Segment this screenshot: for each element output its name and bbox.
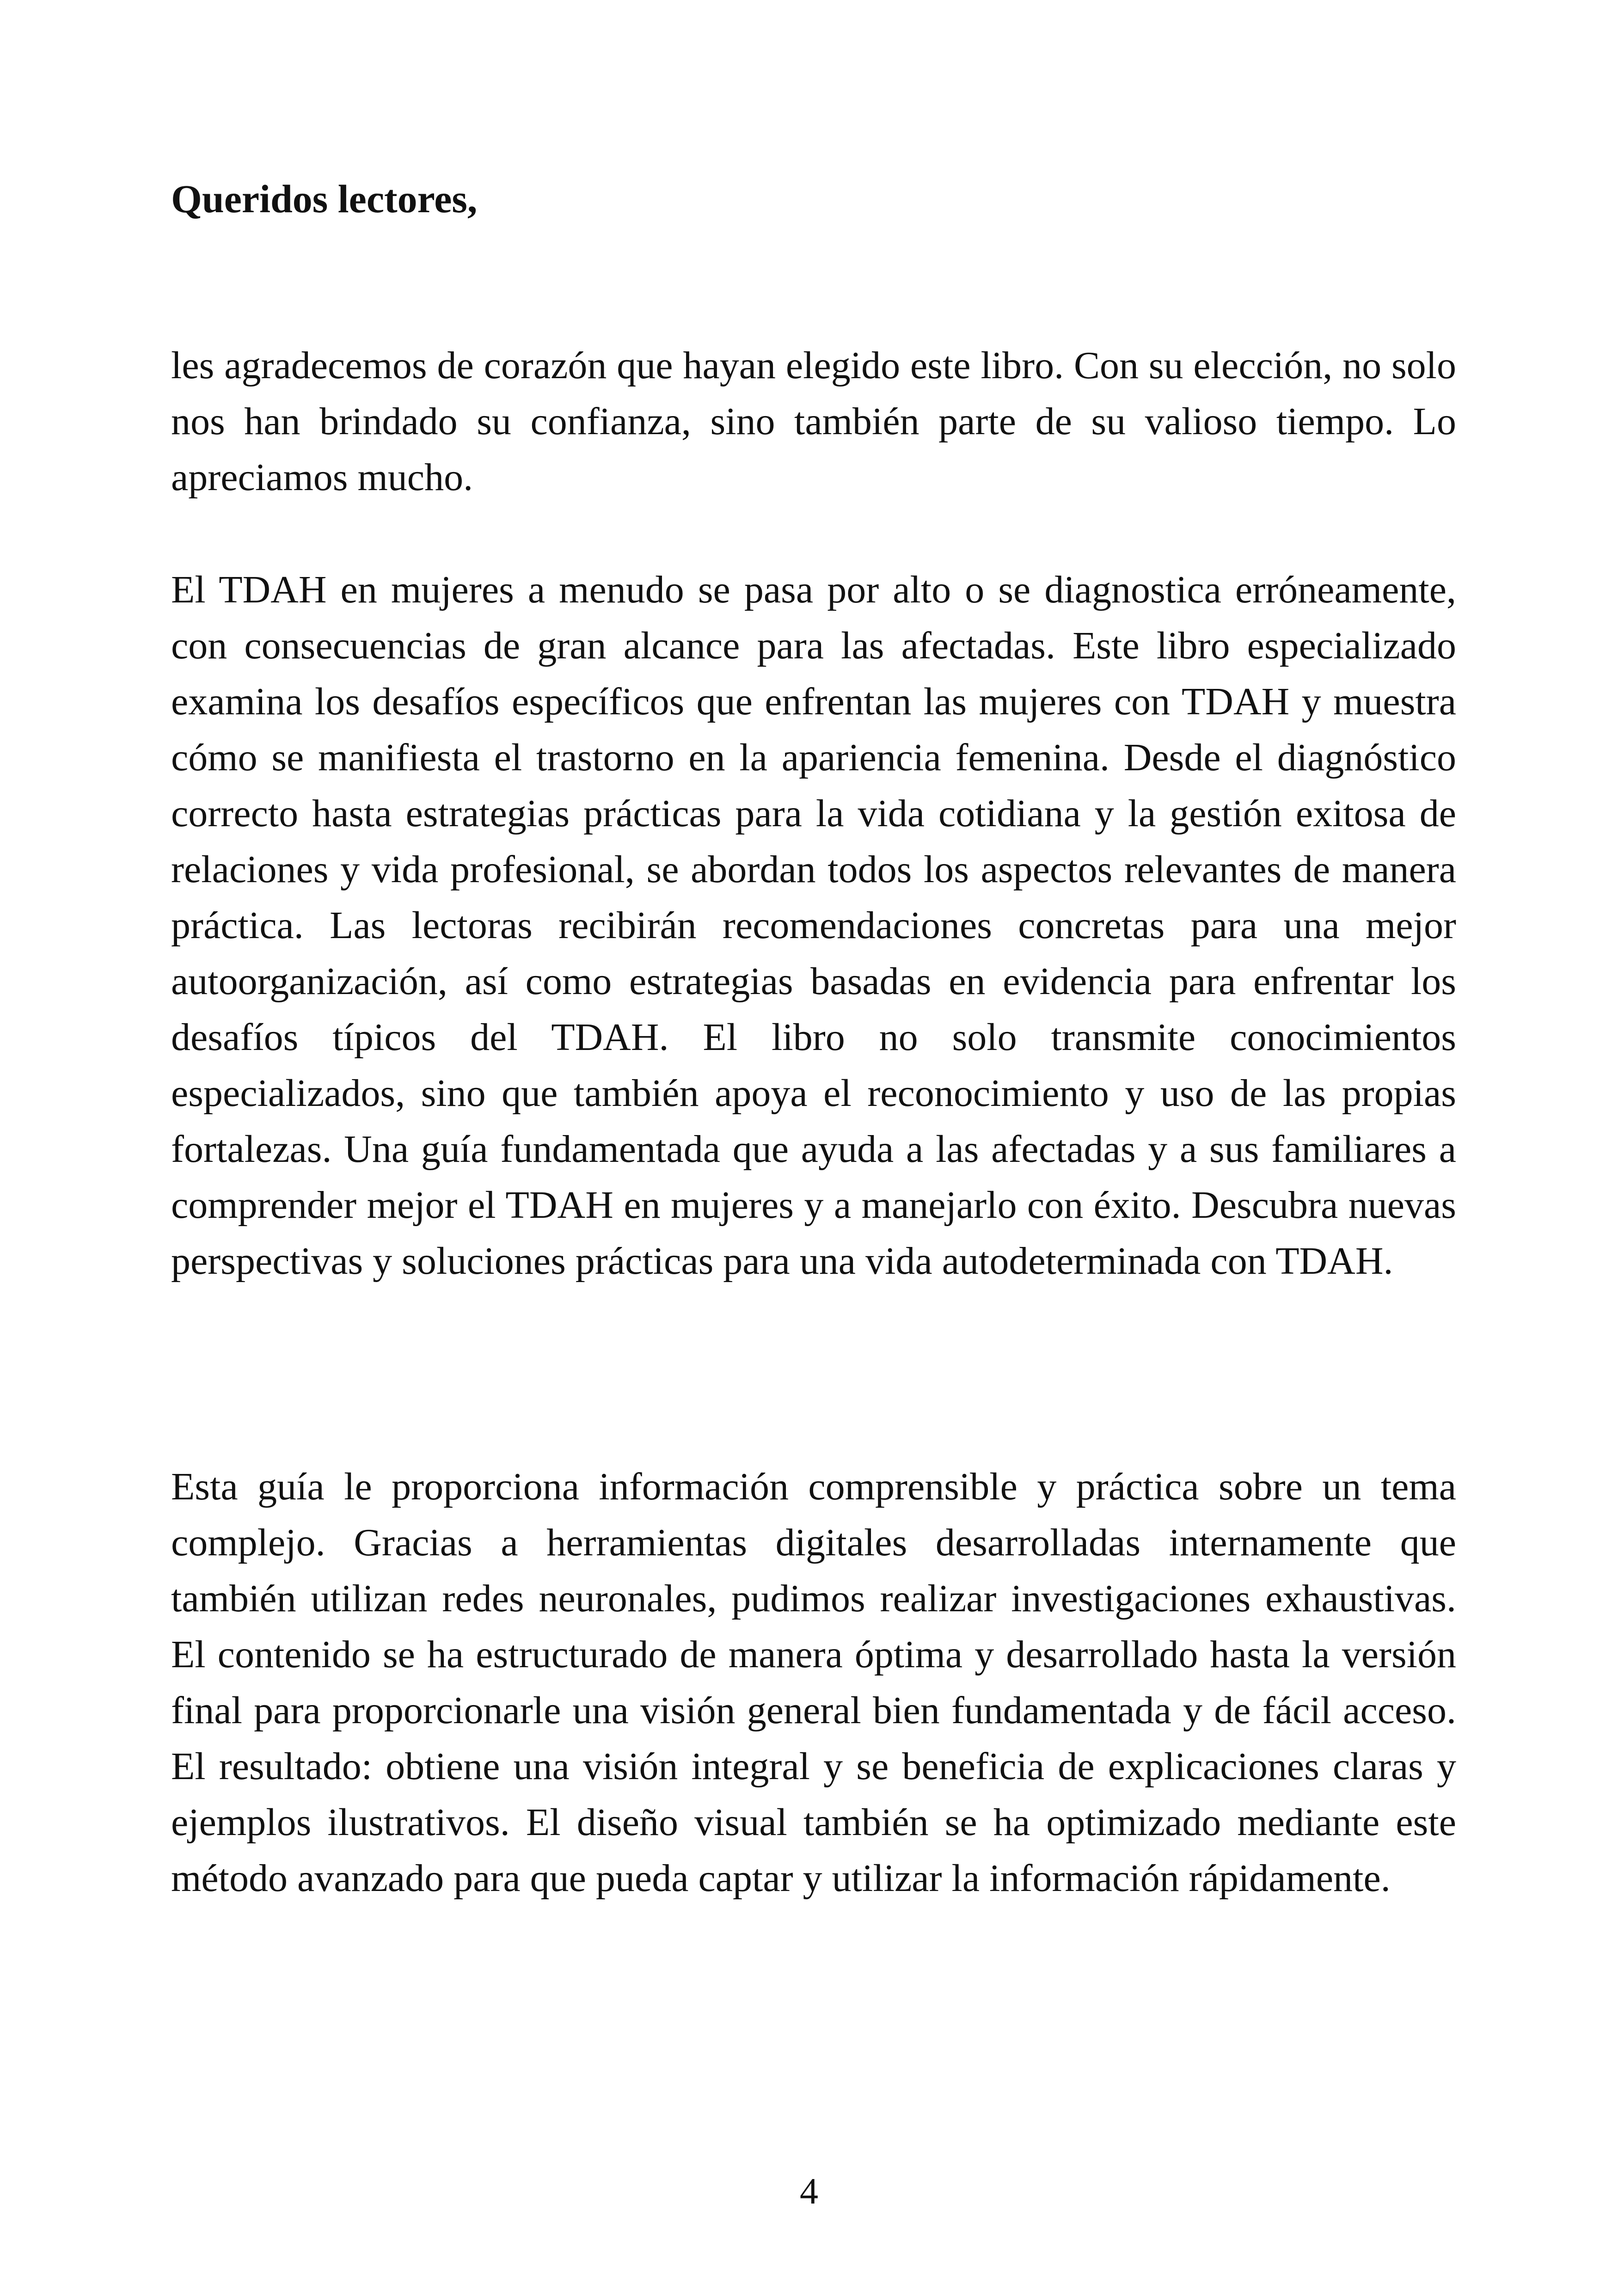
page-number: 4	[800, 2171, 818, 2212]
paragraph-guide-method: Esta guía le proporciona información comprensible y práctica sobre un tema complejo. Gracias a herramientas digitales desarrolladas internamente que también utilizan redes neuronales, pudimos realizar investigaciones exhaustivas. El contenido se ha estructurado de manera óptima y desarrollado hasta la versión final para proporcionarle una visión general bien fundamentada y de fácil acceso. El resultado: obtiene una visión integral y se beneficia de explicaciones claras y ejemplos ilustrativos. El diseño visual también se ha optimizado mediante este método avanzado para que pueda captar y utilizar la información rápidamente.	[171, 1465, 1456, 1900]
paragraph-gratitude: les agradecemos de corazón que hayan elegido este libro. Con su elección, no solo nos han brindado su confianza, sino también parte de su valioso tiempo. Lo apreciamos mucho.	[171, 344, 1456, 499]
salutation-heading: Queridos lectores,	[171, 177, 478, 221]
paragraph-book-description: El TDAH en mujeres a menudo se pasa por alto o se diagnostica erróneamente, con consecuencias de gran alcance para las afectadas. Este libro especializado examina los desafíos específicos que enfrentan las mujeres con TDAH y muestra cómo se manifiesta el trastorno en la apariencia femenina. Desde el diagnóstico correcto hasta estrategias prácticas para la vida cotidiana y la gestión exitosa de relaciones y vida profesional, se abordan todos los aspectos relevantes de manera práctica. Las lectoras recibirán recomendaciones concretas para una mejor autoorganización, así como estrategias basadas en evidencia para enfrentar los desafíos típicos del TDAH. El libro no solo transmite conocimientos especializados, sino que también apoya el reconocimiento y uso de las propias fortalezas. Una guía fundamentada que ayuda a las afectadas y a sus familiares a comprender mejor el TDAH en mujeres y a manejarlo con éxito. Descubra nuevas perspectivas y soluciones prácticas para una vida autodeterminada con TDAH.	[171, 568, 1456, 1283]
